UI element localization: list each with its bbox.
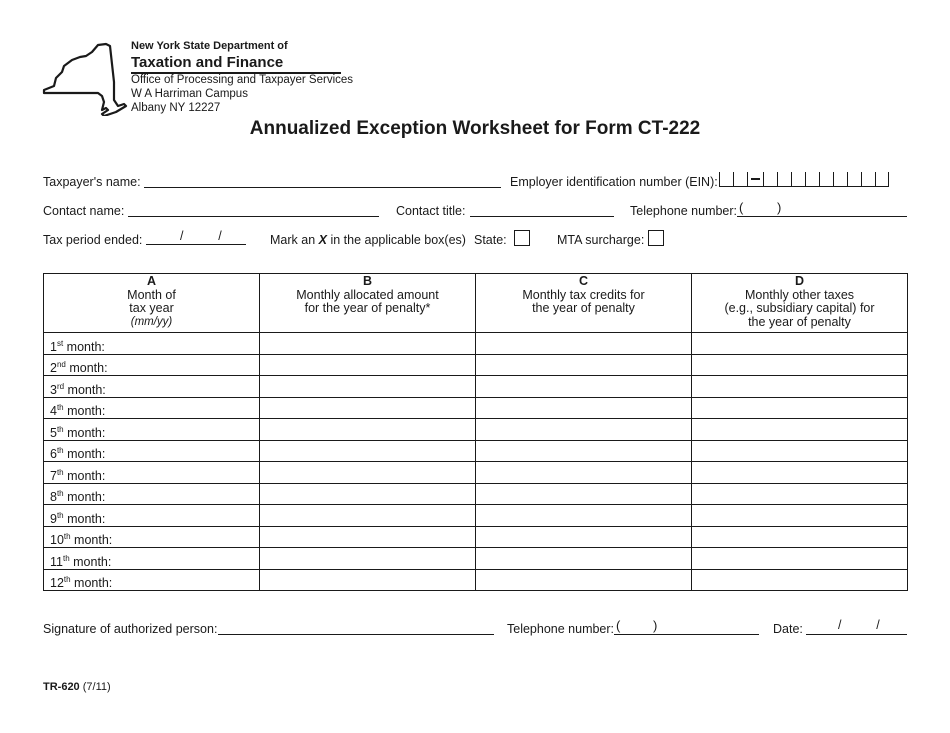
month-cell[interactable]	[44, 462, 260, 484]
ein-boxes[interactable]	[719, 172, 889, 187]
table-row	[44, 569, 908, 591]
column-note: (mm/yy)	[130, 315, 173, 328]
month-label	[50, 404, 105, 418]
allocated-amount-cell[interactable]	[260, 505, 476, 527]
column-header-line: Monthly other taxes	[744, 287, 855, 302]
taxpayer-name-field[interactable]	[144, 187, 501, 188]
month-text: month:	[63, 511, 106, 526]
month-cell[interactable]	[44, 376, 260, 398]
column-a-header	[44, 274, 260, 333]
mark-x: X	[318, 233, 327, 247]
table-row	[44, 376, 908, 398]
tax-credits-cell[interactable]	[476, 483, 692, 505]
month-label	[50, 340, 105, 354]
month-ordinal-suffix: th	[62, 553, 70, 563]
tax-credits-cell[interactable]	[476, 569, 692, 591]
month-number: 6	[50, 447, 57, 461]
month-number: 12	[50, 576, 64, 590]
date-field[interactable]	[806, 634, 907, 635]
city-address: Albany NY 12227	[131, 102, 221, 114]
month-number: 3	[50, 382, 57, 397]
tax-credits-cell[interactable]	[476, 526, 692, 548]
month-number: 10	[50, 533, 64, 547]
mark-instructions-post: in the applicable box(es)	[326, 233, 466, 247]
allocated-amount-cell[interactable]	[260, 354, 476, 376]
table-header-row	[44, 274, 908, 333]
ny-state-outline-logo	[42, 42, 128, 116]
ein-digit-box[interactable]	[861, 172, 875, 187]
month-number: 9	[50, 511, 57, 526]
allocated-amount-cell[interactable]	[260, 569, 476, 591]
month-ordinal-suffix: th	[56, 445, 64, 455]
ein-digit-box[interactable]	[719, 172, 733, 187]
month-cell[interactable]	[44, 505, 260, 527]
month-label	[50, 469, 105, 483]
column-header-line: the year of penalty	[748, 314, 851, 329]
month-ordinal-suffix: th	[56, 467, 64, 477]
allocated-amount-cell[interactable]	[260, 526, 476, 548]
month-ordinal-suffix: rd	[56, 381, 65, 391]
month-text: month:	[70, 533, 113, 547]
ein-digit-box[interactable]	[791, 172, 805, 187]
campus-name: W A Harriman Campus	[131, 88, 248, 100]
tax-credits-cell[interactable]	[476, 462, 692, 484]
month-label	[50, 383, 106, 397]
other-taxes-cell[interactable]	[692, 505, 908, 527]
ein-label: Employer identification number (EIN):	[510, 175, 718, 189]
column-letter: A	[146, 274, 157, 288]
other-taxes-cell[interactable]	[692, 419, 908, 441]
contact-name-field[interactable]	[128, 216, 379, 217]
other-taxes-cell[interactable]	[692, 462, 908, 484]
ein-digit-box[interactable]	[875, 172, 889, 187]
column-header-line: the year of penalty	[532, 301, 635, 315]
month-ordinal-suffix: st	[56, 338, 64, 348]
month-ordinal-suffix: nd	[56, 359, 66, 369]
tax-credits-cell[interactable]	[476, 440, 692, 462]
table-row	[44, 419, 908, 441]
table-body	[44, 333, 908, 591]
contact-title-field[interactable]	[470, 216, 614, 217]
month-cell[interactable]	[44, 483, 260, 505]
tax-credits-cell[interactable]	[476, 419, 692, 441]
column-b-header	[260, 274, 476, 333]
table-row	[44, 548, 908, 570]
month-label	[50, 426, 105, 440]
ein-digit-box[interactable]	[819, 172, 833, 187]
month-text: month:	[63, 490, 106, 504]
month-number: 7	[50, 468, 57, 483]
month-cell[interactable]	[44, 526, 260, 548]
column-header-line: Monthly allocated amount	[296, 287, 439, 302]
form-revision: (7/11)	[79, 681, 111, 693]
ein-digit-box[interactable]	[777, 172, 791, 187]
dept-name: New York State Department of	[131, 40, 288, 52]
other-taxes-cell[interactable]	[692, 526, 908, 548]
month-text: month:	[69, 554, 112, 569]
ein-dash	[747, 172, 763, 187]
taxpayer-name-label: Taxpayer's name:	[43, 175, 141, 189]
column-header-line: Month of	[127, 287, 176, 302]
month-ordinal-suffix: th	[63, 531, 71, 541]
contact-title-label: Contact title:	[396, 204, 466, 218]
month-text: month:	[63, 447, 106, 461]
signature-field[interactable]	[218, 634, 494, 635]
month-label	[50, 512, 105, 526]
month-number: 2	[50, 361, 57, 375]
other-taxes-cell[interactable]	[692, 397, 908, 419]
tax-credits-cell[interactable]	[476, 548, 692, 570]
month-text: month:	[63, 468, 106, 483]
table-row	[44, 354, 908, 376]
ein-digit-box[interactable]	[733, 172, 747, 187]
state-label: State:	[474, 233, 507, 247]
ein-digit-box[interactable]	[833, 172, 847, 187]
month-ordinal-suffix: th	[56, 424, 64, 434]
month-number: 1	[50, 339, 57, 354]
allocated-amount-cell[interactable]	[260, 483, 476, 505]
month-ordinal-suffix: th	[56, 488, 64, 498]
month-ordinal-suffix: th	[56, 402, 64, 412]
telephone-paren-close: )	[777, 200, 782, 215]
month-ordinal-suffix: th	[63, 574, 71, 584]
worksheet-table	[43, 273, 908, 591]
month-label	[50, 555, 111, 569]
telephone-label: Telephone number:	[630, 204, 738, 218]
signature-telephone-paren-close: )	[653, 618, 658, 633]
other-taxes-cell[interactable]	[692, 354, 908, 376]
telephone-field[interactable]	[737, 216, 907, 217]
telephone-paren-open: (	[739, 200, 744, 215]
month-text: month:	[70, 576, 113, 590]
table-row	[44, 462, 908, 484]
date-label: Date:	[773, 622, 803, 636]
tax-credits-cell[interactable]	[476, 397, 692, 419]
tax-period-field[interactable]	[146, 244, 246, 245]
month-cell[interactable]	[44, 397, 260, 419]
month-label	[50, 361, 108, 375]
month-cell[interactable]	[44, 419, 260, 441]
column-header-line: Monthly tax credits for	[522, 287, 645, 302]
state-checkbox[interactable]	[514, 230, 530, 246]
month-text: month:	[63, 339, 105, 354]
month-label	[50, 490, 105, 504]
ein-digit-box[interactable]	[763, 172, 777, 187]
tax-credits-cell[interactable]	[476, 376, 692, 398]
date-slashes: / /	[838, 618, 880, 632]
mta-surcharge-checkbox[interactable]	[648, 230, 664, 246]
ein-digit-box[interactable]	[847, 172, 861, 187]
table-row	[44, 333, 908, 355]
month-label	[50, 447, 105, 461]
month-text: month:	[64, 382, 106, 397]
ein-digit-box[interactable]	[805, 172, 819, 187]
allocated-amount-cell[interactable]	[260, 462, 476, 484]
form-title: Annualized Exception Worksheet for Form CT-222	[249, 118, 701, 139]
signature-telephone-field[interactable]	[614, 634, 759, 635]
signature-label: Signature of authorized person:	[43, 622, 218, 636]
mark-instructions	[270, 233, 466, 247]
tax-credits-cell[interactable]	[476, 354, 692, 376]
table-row	[44, 526, 908, 548]
tax-credits-cell[interactable]	[476, 505, 692, 527]
column-d-header	[692, 274, 908, 333]
allocated-amount-cell[interactable]	[260, 440, 476, 462]
form-id	[43, 681, 111, 693]
office-name: Office of Processing and Taxpayer Services	[131, 74, 354, 86]
month-label	[50, 533, 112, 547]
tax-period-slashes: / /	[180, 229, 222, 243]
month-cell[interactable]	[44, 548, 260, 570]
allocated-amount-cell[interactable]	[260, 397, 476, 419]
column-header-line: for the year of penalty*	[304, 301, 431, 315]
tax-credits-cell[interactable]	[476, 333, 692, 355]
column-header-line: tax year	[129, 301, 174, 315]
month-cell[interactable]	[44, 440, 260, 462]
allocated-amount-cell[interactable]	[260, 548, 476, 570]
column-letter: D	[794, 274, 805, 288]
column-c-header	[476, 274, 692, 333]
month-cell[interactable]	[44, 569, 260, 591]
column-letter: B	[362, 274, 373, 288]
month-text: month:	[63, 425, 106, 440]
contact-name-label: Contact name:	[43, 204, 125, 218]
form-number: TR-620	[43, 681, 80, 693]
signature-telephone-label: Telephone number:	[507, 622, 615, 636]
month-cell[interactable]	[44, 333, 260, 355]
other-taxes-cell[interactable]	[692, 483, 908, 505]
table-row	[44, 397, 908, 419]
month-number: 11	[50, 554, 63, 569]
month-label	[50, 576, 112, 590]
table-row	[44, 483, 908, 505]
mta-surcharge-label: MTA surcharge:	[557, 233, 645, 247]
month-text: month:	[65, 361, 108, 375]
other-taxes-cell[interactable]	[692, 548, 908, 570]
column-header-line: (e.g., subsidiary capital) for	[724, 301, 875, 315]
month-number: 5	[50, 425, 57, 440]
other-taxes-cell[interactable]	[692, 376, 908, 398]
mark-instructions-pre: Mark an	[270, 233, 319, 247]
other-taxes-cell[interactable]	[692, 440, 908, 462]
tax-period-label: Tax period ended:	[43, 233, 143, 247]
month-number: 4	[50, 404, 57, 418]
month-number: 8	[50, 490, 57, 504]
allocated-amount-cell[interactable]	[260, 419, 476, 441]
month-cell[interactable]	[44, 354, 260, 376]
other-taxes-cell[interactable]	[692, 333, 908, 355]
month-ordinal-suffix: th	[56, 510, 64, 520]
allocated-amount-cell[interactable]	[260, 376, 476, 398]
month-text: month:	[63, 404, 106, 418]
allocated-amount-cell[interactable]	[260, 333, 476, 355]
other-taxes-cell[interactable]	[692, 569, 908, 591]
table-row	[44, 440, 908, 462]
table-row	[44, 505, 908, 527]
signature-telephone-paren-open: (	[616, 618, 621, 633]
column-letter: C	[578, 274, 589, 288]
agency-name: Taxation and Finance	[131, 54, 284, 71]
